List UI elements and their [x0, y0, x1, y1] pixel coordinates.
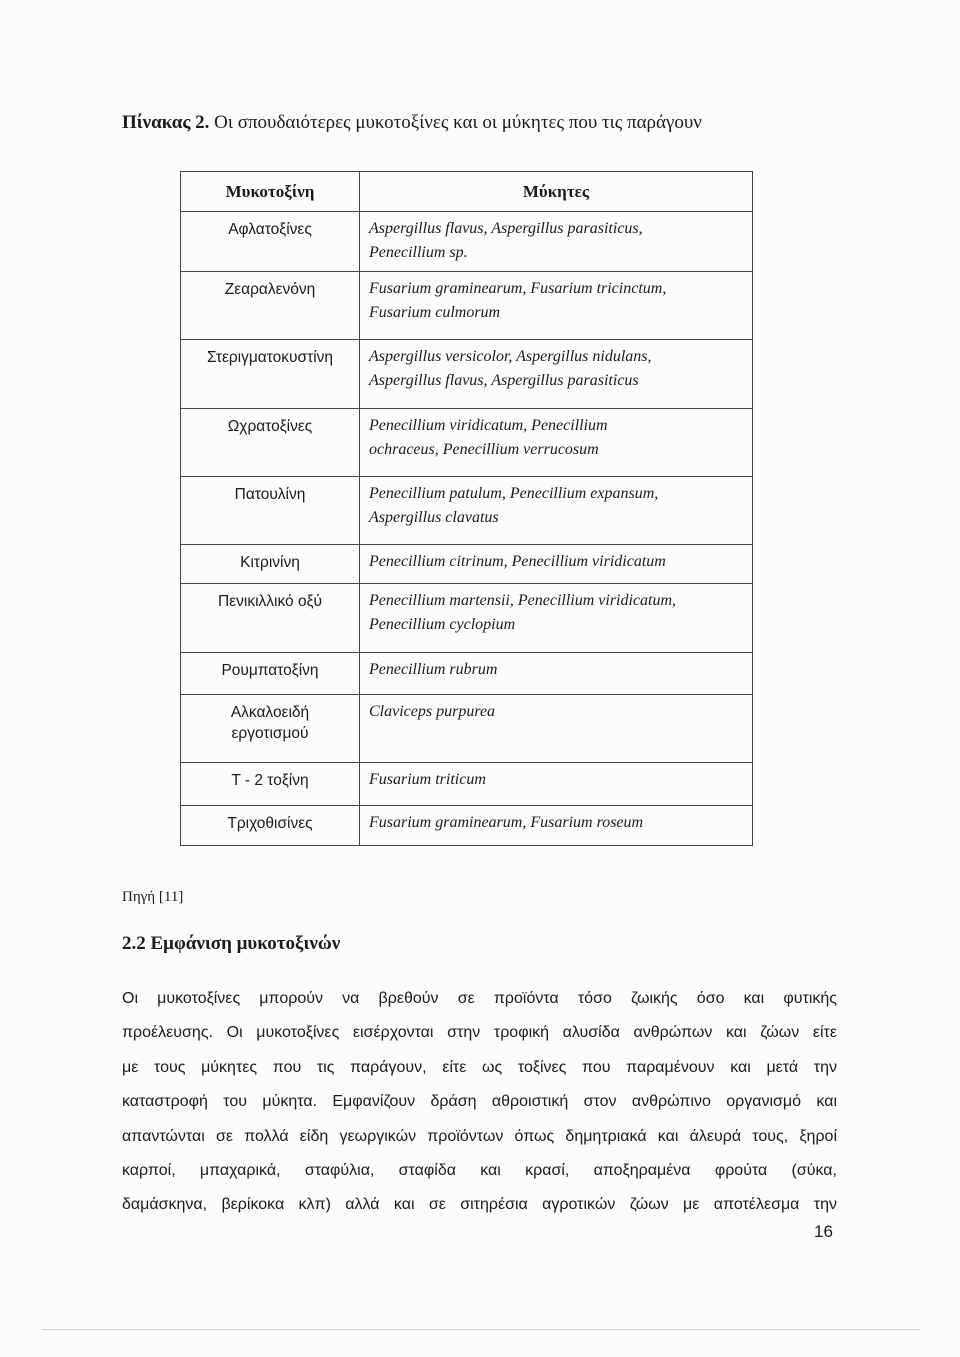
toxin-name: Αλκαλοειδή: [230, 704, 310, 721]
fungi-line: Claviceps purpurea: [369, 703, 496, 720]
fungi-line: Penecillium patulum, Penecillium expansum,: [369, 485, 659, 502]
toxin-cell: [181, 763, 360, 806]
toxin-cell: [181, 695, 360, 763]
table-row: [181, 340, 753, 409]
table-row: [181, 806, 753, 846]
toxin-cell: [181, 340, 360, 409]
fungi-line: Aspergillus versicolor, Aspergillus nidulans,: [369, 348, 652, 365]
toxin-name: Πενικιλλικό οξύ: [218, 593, 322, 610]
fungi-cell: [360, 545, 753, 584]
fungi-line: Aspergillus flavus, Aspergillus parasiticus,: [369, 220, 643, 237]
paragraph-line: δαμάσκηνα, βερίκοκα κλπ) αλλά και σε σιτηρέσια αγροτικών ζώων με αποτέλεσμα την: [122, 1196, 837, 1214]
table-row: [181, 272, 753, 340]
table-header-row: [181, 172, 753, 212]
fungi-line: Penecillium sp.: [369, 244, 468, 261]
paragraph-line: καταστροφή του μύκητα. Εμφανίζουν δράση αθροιστική στον ανθρώπινο οργανισμό και: [122, 1093, 837, 1111]
fungi-line: Fusarium graminearum, Fusarium roseum: [369, 814, 644, 831]
fungi-line: Aspergillus clavatus: [369, 509, 499, 526]
fungi-line: Penecillium cyclopium: [369, 616, 516, 633]
fungi-cell: [360, 695, 753, 763]
paragraph-line: καρποί, μπαχαρικά, σταφύλια, σταφίδα και κρασί, αποξηραμένα φρούτα (σύκα,: [122, 1162, 837, 1180]
toxin-name: Ρουμπατοξίνη: [221, 662, 319, 679]
fungi-line: Penecillium citrinum, Penecillium viridicatum: [369, 553, 666, 570]
table-row: [181, 653, 753, 695]
header-fungi: Μύκητες: [360, 172, 753, 212]
toxin-cell: [181, 806, 360, 846]
toxin-name: Τ - 2 τοξίνη: [231, 772, 309, 789]
fungi-cell: [360, 409, 753, 477]
fungi-cell: [360, 763, 753, 806]
header-mycotoxin: Μυκοτοξίνη: [181, 172, 360, 212]
toxin-name: Πατουλίνη: [234, 486, 306, 503]
section-heading: 2.2 Εμφάνιση μυκοτοξινών: [122, 933, 341, 954]
toxin-name: Ζεαραλενόνη: [224, 281, 316, 298]
fungi-line: ochraceus, Penecillium verrucosum: [369, 441, 599, 458]
table-row: [181, 584, 753, 653]
table-caption: [122, 112, 702, 134]
fungi-line: Penecillium viridicatum, Penecillium: [369, 417, 608, 434]
toxin-name: εργοτισμού: [231, 725, 309, 742]
fungi-cell: [360, 806, 753, 846]
body-paragraph: [122, 982, 837, 1223]
fungi-cell: [360, 584, 753, 653]
paragraph-line: απαντώνται σε πολλά είδη γεωργικών προϊόντων όπως δημητριακά και άλευρά τους, ξηροί: [122, 1127, 837, 1145]
table-row: [181, 212, 753, 272]
page-edge-divider: [42, 1329, 920, 1330]
fungi-line: Fusarium culmorum: [369, 304, 501, 321]
fungi-cell: [360, 212, 753, 272]
fungi-cell: [360, 272, 753, 340]
table-row: [181, 545, 753, 584]
paragraph-line: Οι μυκοτοξίνες μπορούν να βρεθούν σε προϊόντα τόσο ζωικής όσο και φυτικής: [122, 990, 837, 1007]
table-row: [181, 409, 753, 477]
toxin-name: Στεριγματοκυστίνη: [206, 349, 334, 366]
fungi-line: Penecillium martensii, Penecillium viridicatum,: [369, 592, 677, 609]
fungi-cell: [360, 340, 753, 409]
table-row: [181, 763, 753, 806]
toxin-cell: [181, 584, 360, 653]
fungi-line: Penecillium rubrum: [369, 661, 498, 678]
toxin-cell: [181, 272, 360, 340]
fungi-line: Fusarium triticum: [369, 771, 486, 788]
fungi-line: Aspergillus flavus, Aspergillus parasiticus: [369, 372, 639, 389]
page-number: 16: [814, 1222, 833, 1241]
table-row: [181, 695, 753, 763]
fungi-line: Fusarium graminearum, Fusarium tricinctum,: [369, 280, 667, 297]
paragraph-line: με τους μύκητες που τις παράγουν, είτε ως τοξίνες που παραμένουν και μετά την: [122, 1058, 837, 1076]
fungi-cell: [360, 477, 753, 545]
toxin-name: Αφλατοξίνες: [228, 221, 312, 238]
source-note: Πηγή [11]: [122, 889, 184, 905]
table-caption-text: Οι σπουδαιότερες μυκοτοξίνες και οι μύκητες που τις παράγουν: [214, 112, 702, 133]
fungi-cell: [360, 653, 753, 695]
toxin-cell: [181, 545, 360, 584]
table-caption-label: Πίνακας 2.: [122, 112, 210, 133]
table-row: [181, 477, 753, 545]
toxin-name: Τριχοθισίνες: [227, 815, 313, 832]
toxin-cell: [181, 477, 360, 545]
toxin-cell: [181, 212, 360, 272]
toxin-cell: [181, 409, 360, 477]
mycotoxin-table: [180, 171, 753, 846]
paragraph-line: προέλευσης. Οι μυκοτοξίνες εισέρχονται στην τροφική αλυσίδα ανθρώπων και ζώων είτε: [122, 1024, 837, 1042]
toxin-name: Ωχρατοξίνες: [227, 418, 313, 435]
toxin-cell: [181, 653, 360, 695]
toxin-name: Κιτρινίνη: [240, 554, 300, 571]
